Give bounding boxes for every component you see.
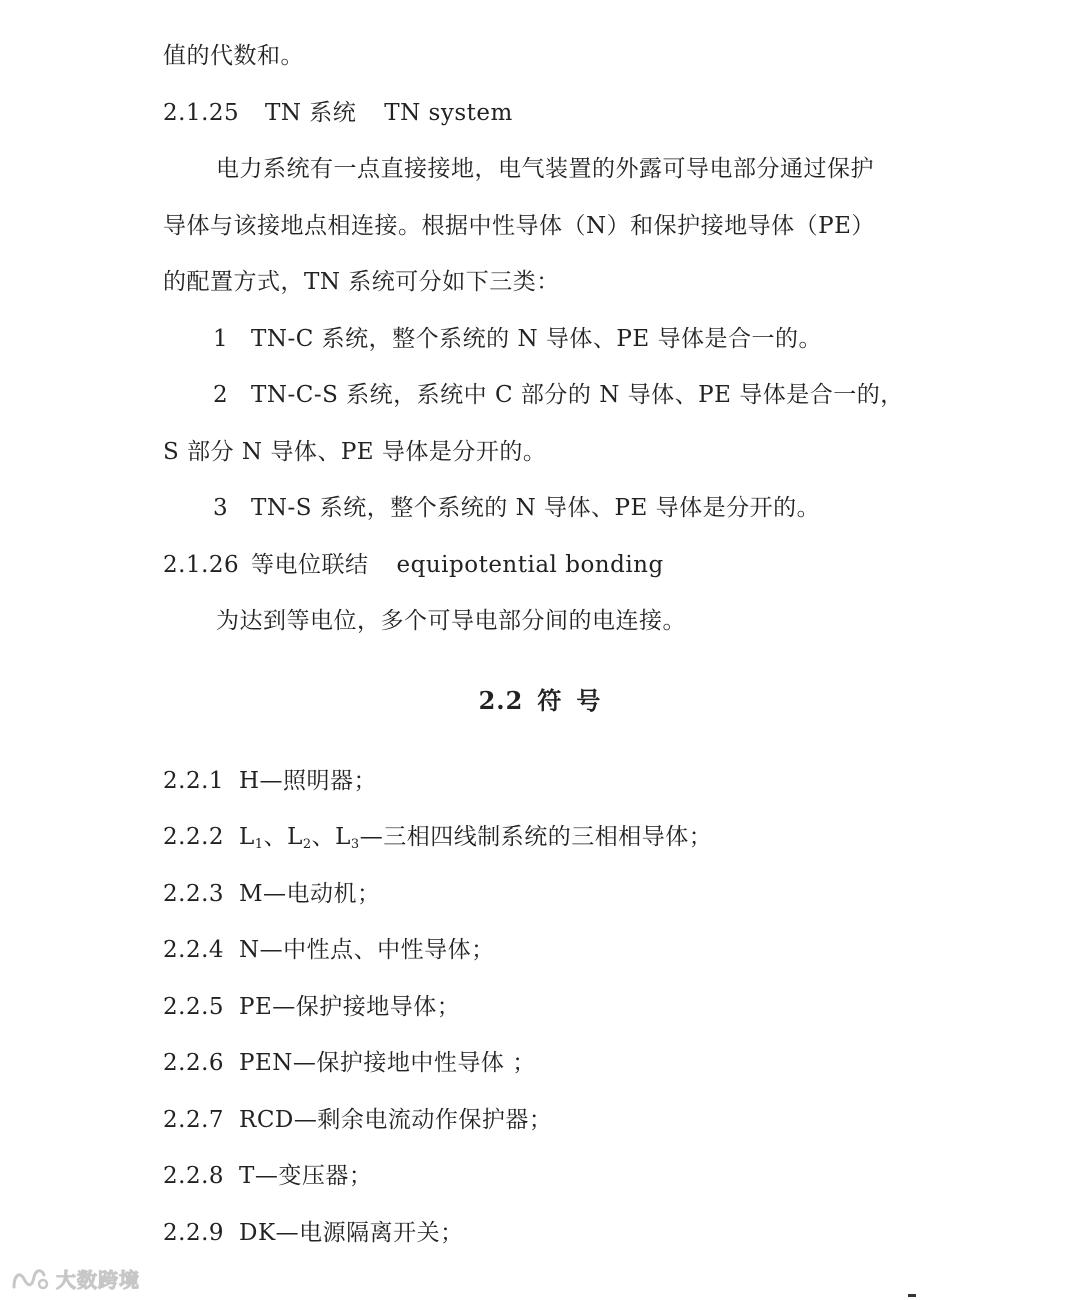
symbol-number: 2.2.5 — [163, 994, 225, 1020]
symbol-letter: L — [239, 824, 255, 850]
definition-text: 为达到等电位，多个可导电部分间的电连接。 — [216, 608, 686, 634]
continued-line — [163, 40, 304, 72]
corner-mark — [908, 1294, 916, 1297]
term-2-1-26-heading — [163, 549, 664, 581]
section-title-char: 符 — [537, 686, 563, 715]
definition-text: 导体与该接地点相连接。根据中性导体（N）和保护接地导体（PE） — [163, 213, 875, 239]
subscript: 2 — [302, 837, 312, 852]
term-zh: TN 系统 — [265, 100, 357, 126]
definition-text: 电力系统有一点直接接地，电气装置的外露可导电部分通过保护 — [216, 156, 874, 182]
symbol-item — [163, 765, 377, 797]
term-2-1-25-heading — [163, 97, 513, 129]
list-item-text: S 部分 N 导体、PE 导体是分开的。 — [163, 439, 547, 465]
list-item-text: TN-C-S 系统，系统中 C 部分的 N 导体、PE 导体是合一的， — [251, 382, 904, 408]
symbol-item — [163, 878, 381, 910]
symbol-number: 2.2.4 — [163, 937, 225, 963]
list-item-number: 2 — [213, 382, 229, 408]
symbol-text: H—照明器； — [239, 768, 378, 794]
list-item-text: TN-C 系统，整个系统的 N 导体、PE 导体是合一的。 — [251, 326, 822, 352]
symbol-separator: 、L — [311, 824, 351, 850]
symbol-number: 2.2.2 — [163, 824, 225, 850]
symbol-item — [163, 991, 460, 1023]
symbol-item — [163, 1047, 536, 1079]
symbol-number: 2.2.6 — [163, 1050, 225, 1076]
term-number: 2.1.25 — [163, 100, 240, 126]
symbol-text: RCD—剩余电流动作保护器； — [239, 1107, 553, 1133]
definition-2-1-26 — [216, 605, 686, 637]
symbol-item — [163, 934, 495, 966]
symbol-separator: 、L — [263, 824, 303, 850]
continued-text: 值的代数和。 — [163, 43, 304, 69]
watermark — [10, 1264, 140, 1293]
section-number: 2.2 — [478, 686, 524, 715]
term-number: 2.1.26 — [163, 552, 240, 578]
list-item-2-continued — [163, 436, 546, 468]
definition-line-1 — [216, 153, 874, 185]
symbol-text: —三相四线制系统的三相相导体； — [359, 824, 713, 850]
list-item-3 — [213, 492, 820, 524]
symbol-number: 2.2.3 — [163, 881, 225, 907]
symbol-item — [163, 1104, 552, 1136]
definition-line-3 — [163, 266, 560, 298]
symbol-item — [163, 1217, 464, 1249]
section-heading — [0, 684, 1080, 718]
symbol-text: DK—电源隔离开关； — [239, 1220, 464, 1246]
wechat-channel-logo-icon — [10, 1265, 50, 1293]
symbol-text: N—中性点、中性导体； — [239, 937, 495, 963]
symbol-text: M—电动机； — [239, 881, 381, 907]
symbol-text: PEN—保护接地中性导体 ； — [239, 1050, 536, 1076]
subscript: 3 — [350, 837, 360, 852]
list-item-number: 3 — [213, 495, 229, 521]
symbol-number: 2.2.7 — [163, 1107, 225, 1133]
symbol-number: 2.2.9 — [163, 1220, 225, 1246]
section-title-char: 号 — [576, 686, 602, 715]
definition-line-2 — [163, 210, 875, 242]
term-en: TN system — [384, 100, 513, 126]
term-en: equipotential bonding — [396, 552, 664, 578]
definition-text: 的配置方式，TN 系统可分如下三类： — [163, 269, 560, 295]
symbol-item — [163, 821, 712, 853]
list-item-number: 1 — [213, 326, 229, 352]
list-item-text: TN-S 系统，整个系统的 N 导体、PE 导体是分开的。 — [251, 495, 821, 521]
watermark-text: 大数跨境 — [56, 1268, 140, 1292]
term-zh: 等电位联结 — [251, 552, 369, 578]
list-item-1 — [213, 323, 822, 355]
symbol-number: 2.2.8 — [163, 1163, 225, 1189]
symbol-item — [163, 1160, 372, 1192]
subscript: 1 — [254, 837, 264, 852]
symbol-number: 2.2.1 — [163, 768, 225, 794]
symbol-text: PE—保护接地导体； — [239, 994, 461, 1020]
list-item-2 — [213, 379, 904, 411]
symbol-text: T—变压器； — [239, 1163, 373, 1189]
